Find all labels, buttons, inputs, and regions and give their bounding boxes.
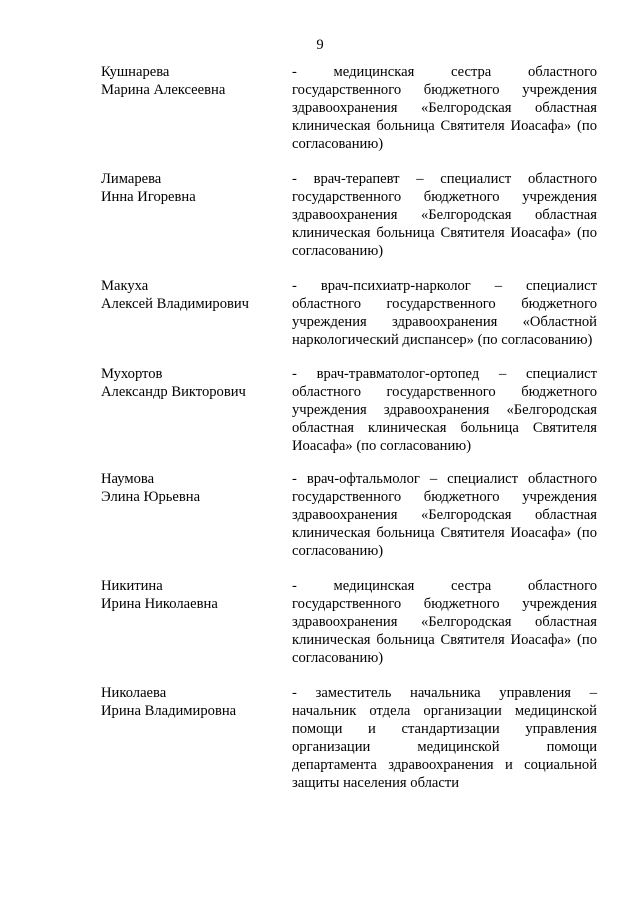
member-given-names: Инна Игоревна (101, 189, 196, 205)
member-role: - заместитель начальника управления – начальник отдела организации медицинской помощи и стандартизации управления организации медицинской помощи департамента здравоохранения и социальной защиты населения области (292, 685, 597, 791)
member-surname: Никитина (101, 578, 163, 594)
member-given-names: Марина Алексеевна (101, 82, 226, 98)
page-number: 9 (316, 37, 324, 53)
member-given-names: Ирина Владимировна (101, 703, 237, 719)
member-surname: Наумова (101, 471, 155, 487)
member-name (101, 277, 281, 313)
member-surname: Николаева (101, 685, 167, 701)
member-role: - медицинская сестра областного государственного бюджетного учреждения здравоохранения «Белгородская областная клиническая больница Святителя Иоасафа» (по согласованию) (292, 64, 597, 152)
member-name (101, 684, 281, 720)
member-name (101, 365, 281, 401)
member-given-names: Ирина Николаевна (101, 596, 218, 612)
member-name (101, 63, 281, 99)
member-role: - врач-терапевт – специалист областного государственного бюджетного учреждения здравоохранения «Белгородская областная клиническая больница Святителя Иоасафа» (по согласованию) (292, 171, 597, 259)
member-role: - медицинская сестра областного государственного бюджетного учреждения здравоохранения «Белгородская областная клиническая больница Святителя Иоасафа» (по согласованию) (292, 578, 597, 666)
member-surname: Кушнарева (101, 64, 170, 80)
member-role: - врач-травматолог-ортопед – специалист областного государственного бюджетного учреждения здравоохранения «Белгородская областная клиническая больница Святителя Иоасафа» (по согласованию) (292, 366, 597, 454)
member-given-names: Элина Юрьевна (101, 489, 201, 505)
member-given-names: Алексей Владимирович (101, 296, 250, 312)
member-surname: Макуха (101, 278, 149, 294)
member-role: - врач-офтальмолог – специалист областного государственного бюджетного учреждения здравоохранения «Белгородская областная клиническая больница Святителя Иоасафа» (по согласованию) (292, 471, 597, 559)
member-surname: Мухортов (101, 366, 163, 382)
member-name (101, 470, 281, 506)
member-name (101, 577, 281, 613)
member-surname: Лимарева (101, 171, 162, 187)
member-name (101, 170, 281, 206)
member-role: - врач-психиатр-нарколог – специалист областного государственного бюджетного учреждения здравоохранения «Областной наркологический диспансер» (по согласованию) (292, 278, 597, 348)
member-given-names: Александр Викторович (101, 384, 246, 400)
